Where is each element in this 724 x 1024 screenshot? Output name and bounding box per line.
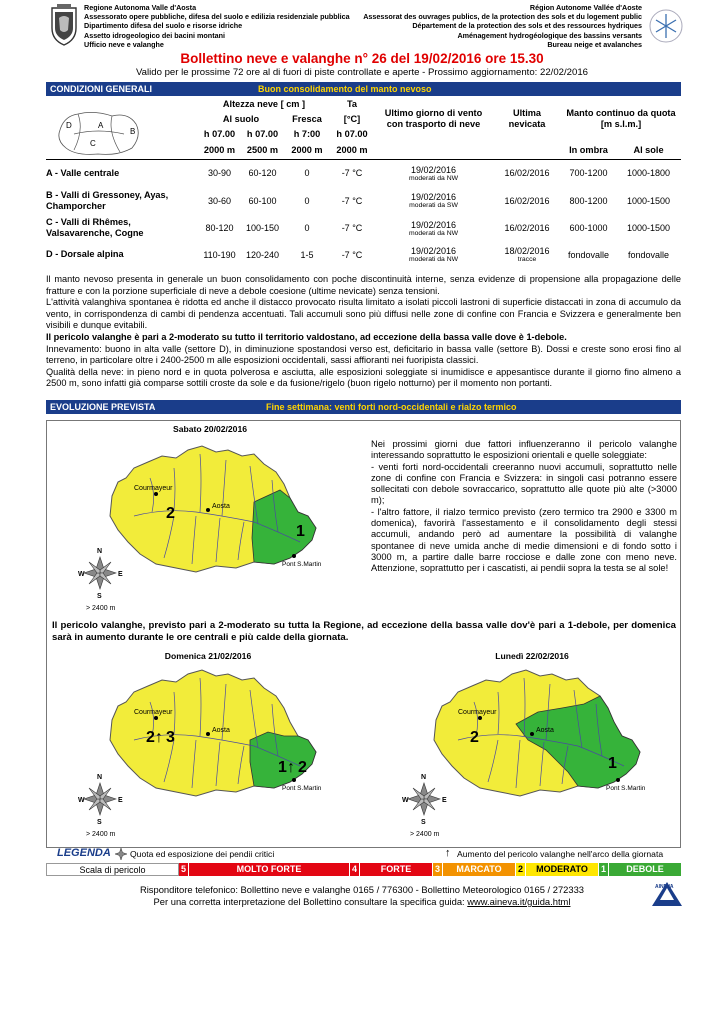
compass-altitude: > 2400 m bbox=[86, 831, 116, 838]
last-snow: 16/02/2016 bbox=[504, 195, 550, 206]
conditions-band bbox=[46, 82, 681, 96]
header-last-snow: Ultima nevicata bbox=[508, 108, 546, 129]
header-left-line: Ufficio neve e valanghe bbox=[84, 39, 164, 49]
header-right-line: Région Autonome Vallée d'Aoste bbox=[529, 3, 642, 12]
header-left-line: Assetto idrogeologico dei bacini montani bbox=[84, 30, 225, 40]
compass-rose-monday bbox=[402, 766, 462, 840]
cover-shade: 600-1000 bbox=[569, 223, 608, 233]
aineva-logo bbox=[650, 880, 684, 908]
fresh-snow: 0 bbox=[304, 168, 310, 179]
scale-num-1: 1 bbox=[600, 864, 606, 874]
danger-level-east: 1 bbox=[278, 759, 287, 776]
legend-item-critical-slopes: Quota ed esposizione dei pendii critici bbox=[130, 849, 275, 859]
compass-n: N bbox=[97, 548, 103, 555]
danger-statement: Il pericolo valanghe è pari a 2-moderato su tutto il territorio valdostano, ad eccezione della bassa valle dove è 1-debole. bbox=[46, 331, 567, 342]
air-temp: -7 °C bbox=[341, 223, 363, 233]
header-shade: In ombra bbox=[569, 145, 608, 156]
header-altitude: 2000 m bbox=[203, 145, 236, 156]
air-temp: -7 °C bbox=[341, 249, 363, 260]
footer-guide-line bbox=[0, 896, 724, 908]
danger-level-east: 1 bbox=[296, 523, 305, 540]
header-left-line: Regione Autonoma Valle d'Aosta bbox=[84, 3, 197, 12]
region-crest-logo bbox=[49, 4, 79, 46]
table-row bbox=[46, 159, 681, 187]
header-ta-unit: [°C] bbox=[343, 114, 361, 124]
place-courmayeur: Courmayeur bbox=[134, 485, 173, 492]
compass-s: S bbox=[421, 819, 426, 826]
last-wind bbox=[374, 242, 493, 267]
cover-sun: 1000-1500 bbox=[626, 223, 671, 233]
scale-level-5: MOLTO FORTE bbox=[189, 863, 349, 876]
general-conditions-text bbox=[46, 274, 681, 390]
cover-shade: 800-1200 bbox=[569, 195, 608, 206]
header-fresh: Fresca bbox=[292, 114, 322, 124]
scale-num-2: 2 bbox=[517, 864, 523, 874]
wind-date: 19/02/2016 bbox=[410, 192, 457, 202]
snow-date: 18/02/2016 bbox=[504, 246, 550, 256]
air-temp: -7 °C bbox=[341, 168, 363, 179]
evolution-band bbox=[46, 400, 681, 414]
bulletin-validity: Valido per le prossime 72 ore al di fuori di piste controllate e aperte - Prossimo aggiornamento: 22/02/2016 bbox=[135, 67, 589, 78]
cover-shade: fondovalle bbox=[567, 249, 610, 260]
danger-map-saturday bbox=[104, 438, 334, 588]
header-on-ground: Al suolo bbox=[222, 114, 260, 124]
scale-level-3: MARCATO bbox=[443, 863, 515, 876]
guide-link[interactable]: www.aineva.it/guida.html bbox=[467, 896, 571, 907]
conditions-band-label: CONDIZIONI GENERALI bbox=[50, 84, 153, 94]
snow-2500: 60-100 bbox=[248, 195, 277, 206]
danger-level-east: 1 bbox=[608, 755, 617, 772]
last-wind bbox=[374, 214, 493, 242]
zone-name: A - Valle centrale bbox=[46, 167, 120, 178]
conditions-band-value: Buon consolidamento del manto nevoso bbox=[258, 84, 432, 94]
wind-desc: moderati da NW bbox=[408, 229, 459, 237]
footer-phone-line: Risponditore telefonico: Bollettino neve e valanghe 0165 / 776300 - Bollettino Meteorologico 0165 / 272333 bbox=[139, 884, 585, 895]
table-row bbox=[46, 242, 681, 267]
footer bbox=[0, 884, 724, 908]
snowflake-logo bbox=[648, 6, 684, 46]
wind-desc: moderati da SW bbox=[409, 202, 458, 209]
last-snow: 16/02/2016 bbox=[504, 168, 550, 179]
header-right-line: Bureau neige et avalanches bbox=[547, 39, 642, 49]
compass-e: E bbox=[442, 797, 447, 804]
legend-title: LEGENDA bbox=[57, 847, 111, 859]
place-pont: Pont S.Martin bbox=[606, 785, 646, 792]
wind-date: 19/02/2016 bbox=[410, 246, 457, 256]
fresh-snow: 0 bbox=[304, 195, 310, 206]
header-altitude: 2500 m bbox=[246, 145, 279, 156]
place-aosta: Aosta bbox=[212, 727, 230, 734]
danger-level-east-to: 2 bbox=[298, 759, 307, 776]
snow-desc: tracce bbox=[517, 256, 537, 263]
header-time: h 07.00 bbox=[203, 129, 236, 139]
header-last-wind: Ultimo giorno di vento con trasporto di neve bbox=[384, 108, 483, 129]
bulletin-title: Bollettino neve e valanghe n° 26 del 19/02/2016 ore 15.30 bbox=[180, 51, 544, 66]
header-sun: Al sole bbox=[633, 145, 664, 156]
wind-date: 19/02/2016 bbox=[410, 164, 457, 175]
general-paragraph: Il manto nevoso presenta in generale un buon consolidamento con poche discontinuità interne, senza evidenze di propensione alla propagazione delle fratture e con la porzione superficiale di neve a debole coesione (ultime nevicate) senza tensioni. bbox=[46, 274, 681, 296]
header-right-line: Département de la protection des sols et des ressources hydriques bbox=[412, 21, 642, 31]
snow-quality-paragraph: Qualità della neve: in pieno nord e in quota polverosa e asciutta, alle esposizioni soleggiate si inumidisce e appesantisce durante il giorno fino almeno a 2500 m, sono infatti già comparse sottili croste da sole e da fusione/rigelo (buon rigelo notturno) per il momento non portanti. bbox=[46, 366, 681, 389]
header-time: h 7:00 bbox=[293, 129, 321, 139]
compass-e: E bbox=[118, 571, 123, 578]
place-pont: Pont S.Martin bbox=[282, 561, 322, 568]
cover-sun: 1000-1500 bbox=[626, 195, 671, 206]
cover-shade: 700-1200 bbox=[569, 168, 608, 179]
last-snow: 16/02/2016 bbox=[504, 223, 550, 233]
compass-legend-icon bbox=[115, 848, 127, 860]
zone-label-d: D bbox=[66, 121, 72, 130]
evolution-band-label: EVOLUZIONE PREVISTA bbox=[50, 402, 156, 412]
increase-arrow-icon: ↑ bbox=[287, 759, 295, 776]
evolution-line: - l'altro fattore, il rialzo termico previsto (zero termico tra 2900 e 3300 m domenica), favorirà l'assestamento e il consolidamento degli stessi accumuli, andando però ad aumentare la possibilità di valanghe spontanee di neve umida anche di medie dimensioni e di fondo sotto i 3000 m, a partire dalle barre rocciose e dalle zone con meno neve. Attenzione, soprattutto per i cascatisti, ai pendii sopra la testa se al sole! bbox=[371, 506, 677, 574]
compass-s: S bbox=[97, 819, 102, 826]
danger-level-west: 2 bbox=[166, 505, 175, 522]
air-temp: -7 °C bbox=[341, 195, 363, 206]
compass-rose-sunday bbox=[78, 766, 138, 840]
legend-row bbox=[55, 847, 680, 862]
compass-e: E bbox=[118, 797, 123, 804]
wind-desc: moderati da NW bbox=[408, 174, 459, 182]
header-time: h 07.00 bbox=[246, 129, 279, 139]
header-right-line: Aménagement hydrogéologique des bassins versants bbox=[457, 30, 642, 40]
legend-item-increase: Aumento del pericolo valanghe nell'arco della giornata bbox=[457, 849, 664, 859]
place-aosta: Aosta bbox=[536, 727, 554, 734]
compass-w: W bbox=[78, 571, 85, 578]
place-aosta: Aosta bbox=[212, 503, 230, 510]
fresh-snow: 0 bbox=[304, 223, 310, 233]
snow-2000: 80-120 bbox=[205, 223, 234, 233]
zone-label-b: B bbox=[130, 127, 136, 136]
scale-level-2: MODERATO bbox=[526, 863, 598, 876]
scale-num-4: 4 bbox=[351, 864, 357, 874]
danger-level-west-to: 3 bbox=[166, 729, 175, 746]
compass-n: N bbox=[97, 774, 103, 781]
place-courmayeur: Courmayeur bbox=[134, 709, 173, 716]
last-snow bbox=[493, 242, 561, 267]
increase-arrow-icon: ↑ bbox=[445, 847, 451, 859]
header-altitude: 2000 m bbox=[336, 145, 368, 156]
scale-level-1: DEBOLE bbox=[609, 863, 681, 876]
increase-arrow-icon: ↑ bbox=[155, 729, 163, 746]
place-courmayeur: Courmayeur bbox=[458, 709, 497, 716]
danger-level-west: 2 bbox=[470, 729, 479, 746]
header-snow-height: Altezza neve [ cm ] bbox=[222, 99, 306, 109]
general-paragraph: L'attività valanghiva spontanea è ridotta ed anche il distacco provocato risulta limitato a isolati piccoli lastroni di superficie distaccati in zona di accumulo da vento, in corrispondenza di cambi di pendenza accentuati. Tali accumuli sono più diffusi nelle zone di confine con Francia e Svizzera e generalmente ben visibili e dunque evitabili. bbox=[46, 297, 681, 331]
scale-level-4: FORTE bbox=[360, 863, 432, 876]
cover-sun: 1000-1800 bbox=[626, 168, 671, 179]
last-wind bbox=[374, 159, 493, 187]
map-title-sunday: Domenica 21/02/2016 bbox=[164, 651, 252, 661]
header-right bbox=[363, 3, 642, 49]
compass-n: N bbox=[421, 774, 427, 781]
evolution-band-value: Fine settimana: venti forti nord-occidentali e rialzo termico bbox=[266, 402, 517, 412]
compass-rose-saturday bbox=[78, 540, 138, 614]
snow-2500: 100-150 bbox=[245, 223, 280, 233]
aineva-logo-text: AINEVA bbox=[655, 884, 674, 890]
evolution-text bbox=[371, 439, 677, 575]
snow-2000: 30-60 bbox=[207, 195, 232, 206]
zone-name: D - Dorsale alpina bbox=[46, 249, 124, 259]
snow-2000: 30-90 bbox=[207, 168, 232, 179]
scale-num-5: 5 bbox=[180, 864, 186, 874]
compass-w: W bbox=[78, 797, 85, 804]
map-title-saturday: Sabato 20/02/2016 bbox=[172, 424, 248, 434]
map-title-monday: Lunedì 22/02/2016 bbox=[495, 651, 569, 661]
header-left bbox=[84, 3, 350, 49]
footer-guide-prefix: Per una corretta interpretazione del Bollettino consultare la specifica guida: bbox=[153, 896, 468, 907]
snow-cover-paragraph: Innevamento: buono in alta valle (settore D), in diminuzione spostandosi verso est, deficitario in bassa valle (settore B). Dossi e creste sono erosi fino al terreno, in particolare oltre i 2400-2500 m alle esposizioni occidentali, sassi affioranti nei fuoripista classici. bbox=[46, 343, 681, 366]
evolution-line: Nei prossimi giorni due fattori influenzeranno il pericolo valanghe interessando soprattutto le esposizioni orientali e quelle soleggiate: bbox=[371, 439, 677, 461]
compass-s: S bbox=[97, 593, 102, 600]
header-ta: Ta bbox=[346, 99, 358, 109]
header-left-line: Assessorato opere pubbliche, difesa del suolo e edilizia residenziale pubblica bbox=[84, 12, 350, 22]
evolution-danger-statement: Il pericolo valanghe, previsto pari a 2-moderato su tutta la Regione, ad eccezione della bassa valle dov'è pari a 1-debole, per domenica sarà in aumento durante le ore centrali e più calde della giornata. bbox=[52, 620, 676, 643]
wind-date: 19/02/2016 bbox=[410, 219, 457, 230]
snow-2500: 60-120 bbox=[248, 168, 277, 179]
header-left-line: Dipartimento difesa del suolo e risorse idriche bbox=[84, 21, 243, 31]
table-row bbox=[46, 187, 681, 214]
zone-label-a: A bbox=[98, 121, 104, 130]
header-altitude: 2000 m bbox=[291, 145, 323, 156]
zone-name: C - Valli di Rhêmes, Valsavarenche, Cogne bbox=[46, 217, 144, 238]
cover-sun: fondovalle bbox=[627, 249, 670, 260]
wind-desc: moderati da NW bbox=[408, 256, 459, 263]
compass-w: W bbox=[402, 797, 409, 804]
danger-map-monday bbox=[428, 662, 658, 812]
last-wind bbox=[374, 187, 493, 214]
snow-2500: 120-240 bbox=[245, 249, 280, 260]
header-right-line: Assessorat des ouvrages publics, de la protection des sols et du logement public bbox=[363, 12, 642, 22]
compass-altitude: > 2400 m bbox=[86, 605, 116, 612]
danger-scale bbox=[46, 863, 681, 876]
zone-name: B - Valli di Gressoney, Ayas, Champorcher bbox=[46, 189, 169, 211]
danger-map-sunday bbox=[104, 662, 334, 812]
place-pont: Pont S.Martin bbox=[282, 785, 322, 792]
table-row bbox=[46, 214, 681, 242]
header-continuous: Manto continuo da quota [m s.l.m.] bbox=[566, 108, 676, 129]
zone-label-c: C bbox=[90, 139, 96, 148]
snow-2000: 110-190 bbox=[203, 249, 236, 260]
conditions-table bbox=[46, 96, 681, 267]
fresh-snow: 1-5 bbox=[300, 249, 314, 260]
evolution-line: - venti forti nord-occidentali creeranno nuovi accumuli, soprattutto nelle zone di confine con Francia e Svizzera: in singoli casi potranno essere sollecitati con debole sovraccarico, soprattutto alle quote più alte (>3000 m); bbox=[371, 461, 677, 506]
scale-label: Scala di pericolo bbox=[46, 863, 179, 876]
scale-num-3: 3 bbox=[434, 864, 440, 874]
header-time: h 07.00 bbox=[336, 129, 368, 139]
danger-level-west: 2 bbox=[146, 729, 155, 746]
compass-altitude: > 2400 m bbox=[410, 831, 440, 838]
